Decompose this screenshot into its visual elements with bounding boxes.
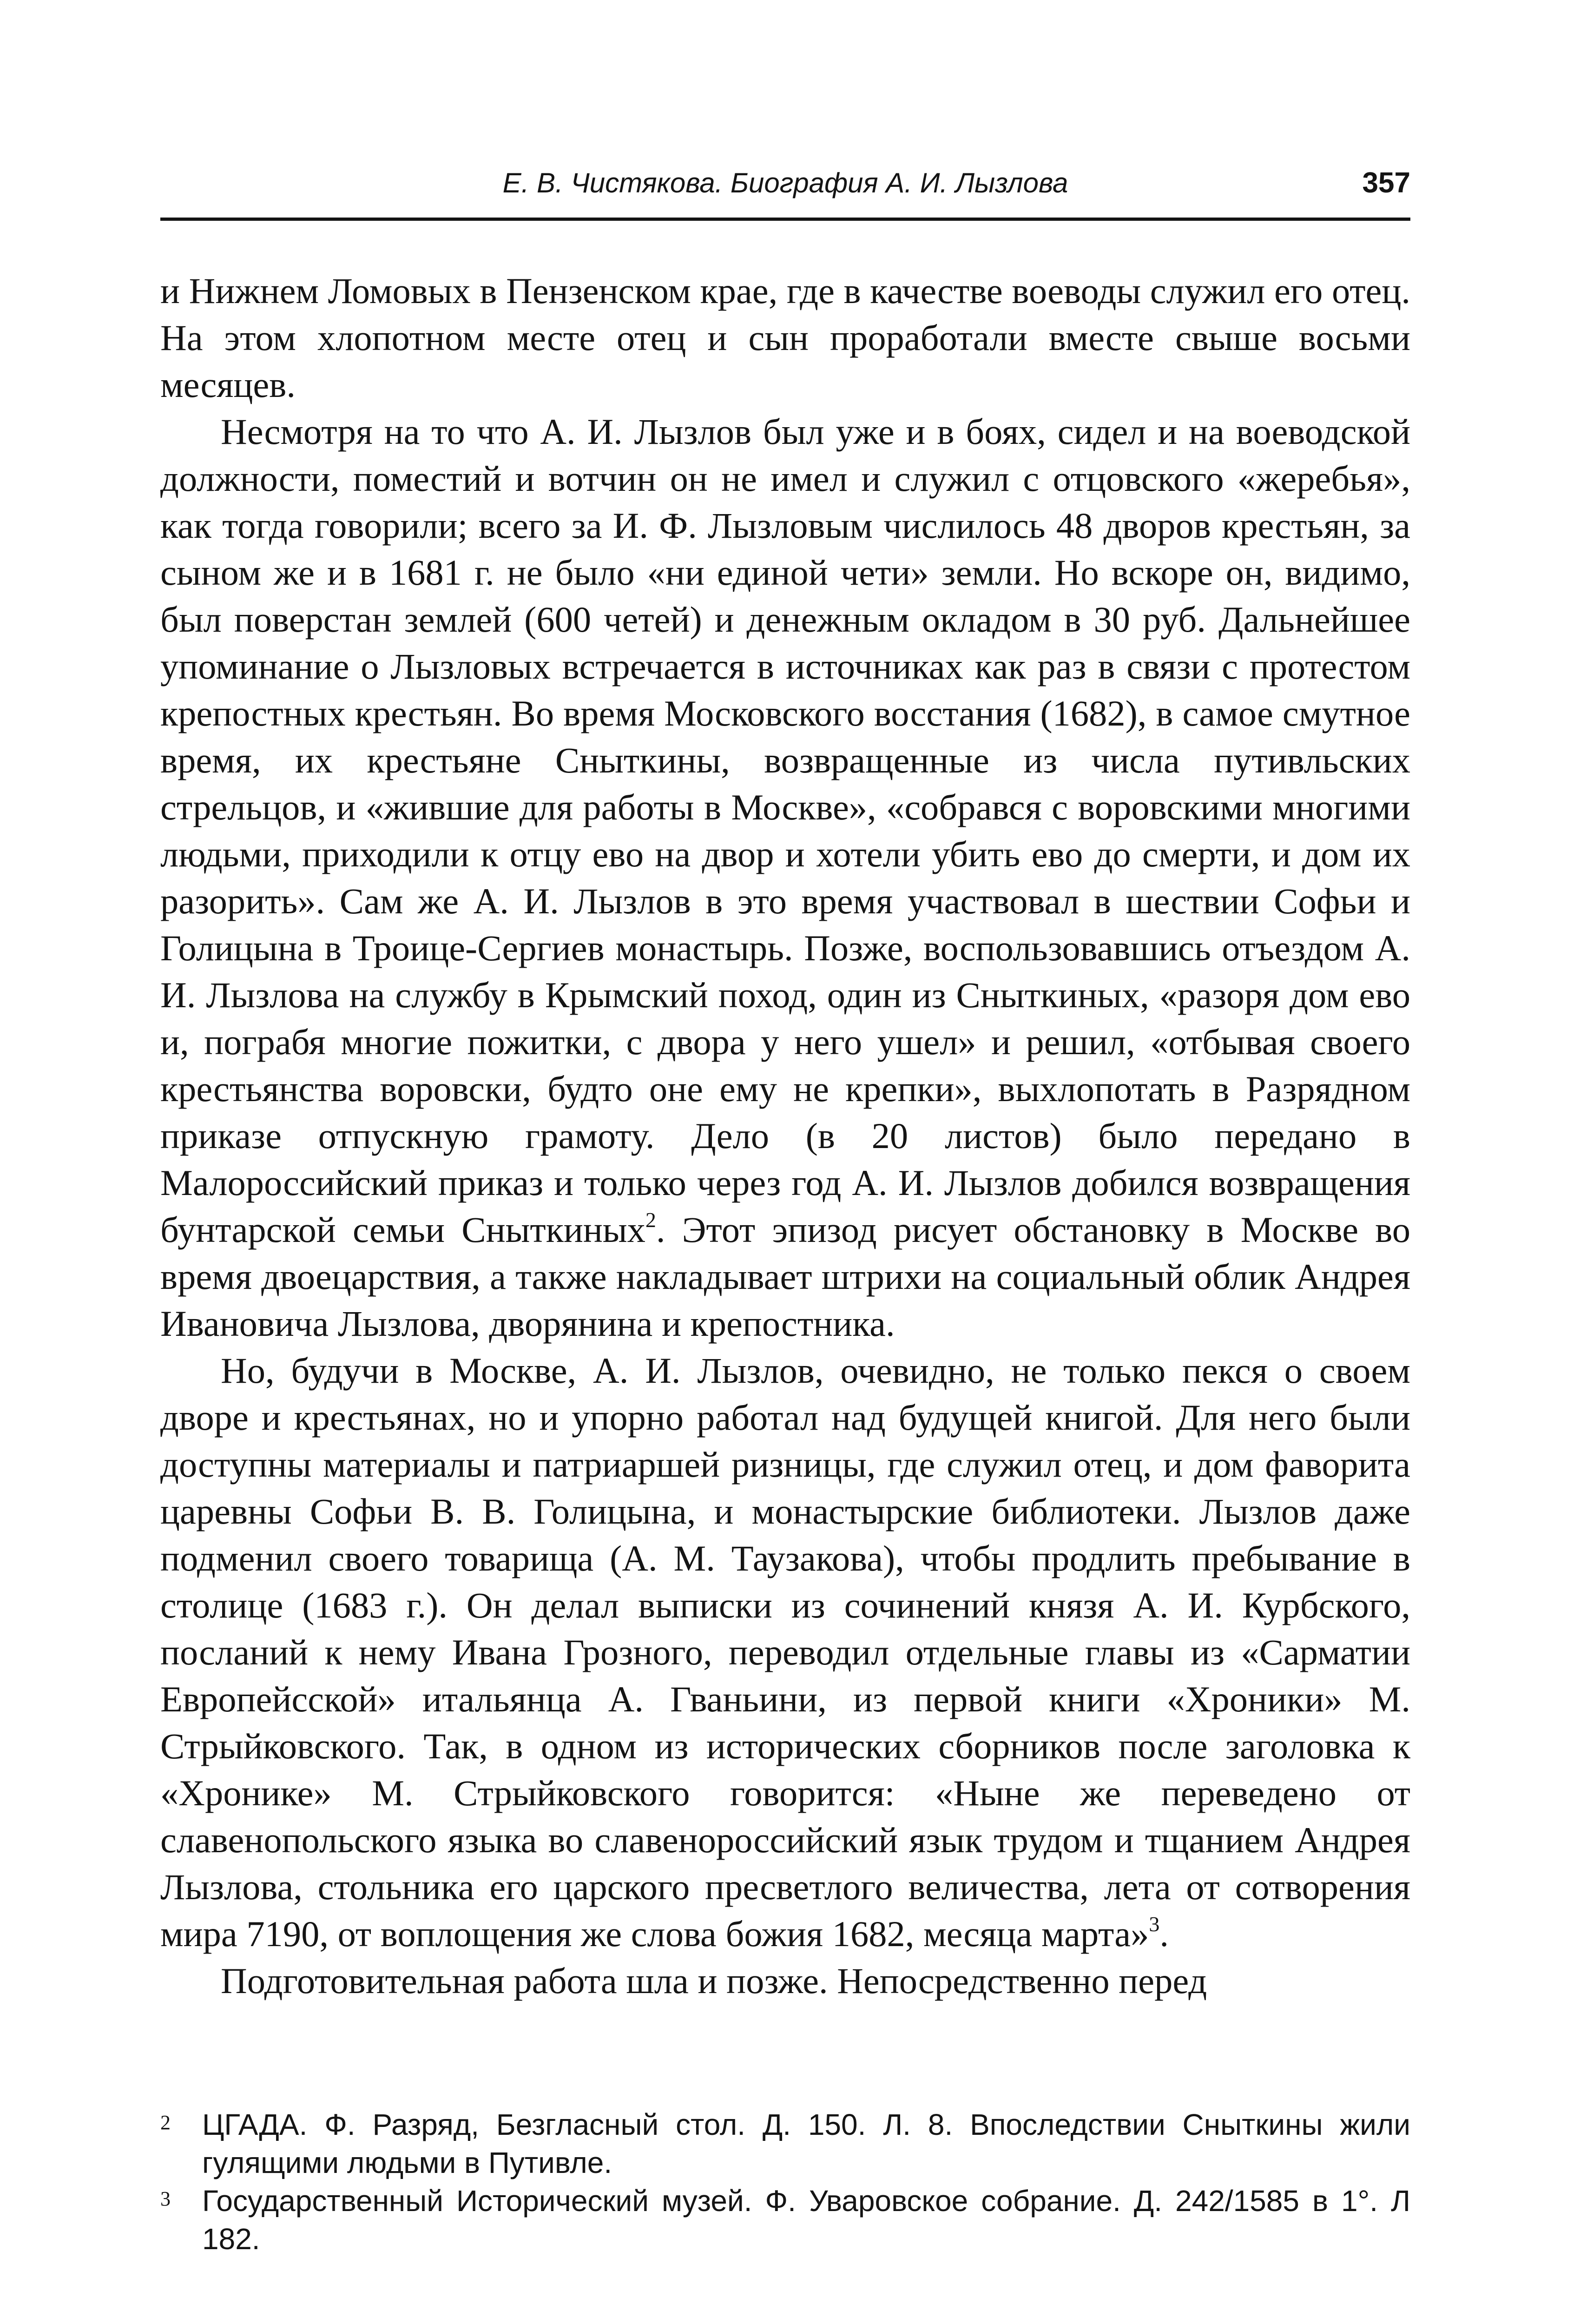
footnote-ref-2[interactable]: 2 [645, 1208, 656, 1232]
footnotes [160, 2106, 1410, 2258]
paragraph-2-text: Несмотря на то что А. И. Лызлов был уже и в боях, сидел и на воеводской должности, поместий и вотчин он не имел и служил с отцовского «жеребья», как тогда говорили; всего за И. Ф. Лызловым числилось 48 дворов крестьян, за сыном же и в 1681 г. не было «ни единой чети» земли. Но вскоре он, видимо, был поверстан землей (600 четей) и денежным окладом в 30 руб. Дальнейшее упоминание о Лызловых встречается в источниках как раз в связи с протестом крепостных крестьян. Во время Московского восстания (1682), в самое смутное время, их крестьяне Сныткины, возвращенные из числа путивльских стрельцов, и «жившие для работы в Москве», «собрався с воровскими многими людьми, приходили к отцу ево на двор и хотели убить ево до смерти, и дом их разорить». Сам же А. И. Лызлов в это время участвовал в шествии Софьи и Голицына в Троице-Сергиев монастырь. Позже, воспользовавшись отъездом А. И. Лызлова на службу в Крымский поход, один из Сныткиных, «разоря дом ево и, пограбя многие пожитки, с двора у него ушел» и решил, «отбывая своего крестьянства воровски, будто оне ему не крепки», выхлопотать в Разрядном приказе отпускную грамоту. Дело (в 20 листов) было передано в Малороссийский приказ и только через год А. И. Лызлов добился возвращения бунтарской семьи Сныткиных [160, 411, 1410, 1250]
footnote-3 [160, 2182, 1410, 2258]
footnote-text-2: ЦГАДА. Ф. Разряд, Безгласный стол. Д. 150. Л. 8. Впоследствии Сныткины жили гулящими людьми в Путивле. [202, 2108, 1410, 2179]
header-rule [160, 218, 1410, 221]
paragraph-2-text-cont: . Этот эпизод рисует обстановку в Москве во время двоецарствия, а также накладывает штрихи на социальный облик Андрея Ивановича Лызлова, дворянина и крепостника. [160, 1209, 1411, 1344]
paragraph-3 [160, 1347, 1410, 1957]
footnote-mark-2: 2 [160, 2111, 171, 2134]
paragraph-4-text: Подготовительная работа шла и позже. Непосредственно перед [221, 1961, 1207, 2001]
page-number: 357 [1362, 167, 1410, 199]
running-title: Е. В. Чистякова. Биография А. И. Лызлова [502, 167, 1068, 198]
paragraph-1-text: и Нижнем Ломовых в Пензенском крае, где в качестве воеводы служил его отец. На этом хлопотном месте отец и сын проработали вместе свыше восьми месяцев. [160, 271, 1411, 405]
main-text [160, 267, 1410, 2004]
paragraph-3-text-cont: . [1159, 1914, 1169, 1954]
paragraph-1 [160, 267, 1410, 408]
running-head [160, 164, 1410, 215]
footnote-2 [160, 2106, 1410, 2182]
paragraph-3-text: Но, будучи в Москве, А. И. Лызлов, очевидно, не только пекся о своем дворе и крестьянах, но и упорно работал над будущей книгой. Для него были доступны материалы и патриаршей ризницы, где служил отец, и дом фаворита царевны Софьи В. В. Голицына, и монастырские библиотеки. Лызлов даже подменил своего товарища (А. М. Таузакова), чтобы продлить пребывание в столице (1683 г.). Он делал выписки из сочинений князя А. И. Курбского, посланий к нему Ивана Грозного, переводил отдельные главы из «Сарматии Европейсской» итальянца А. Гваньини, из первой книги «Хроники» М. Стрыйковского. Так, в одном из исторических сборников после заголовка к «Хронике» М. Стрыйковского говорится: «Ныне же переведено от славенопольского языка во славенороссийский язык трудом и тщанием Андрея Лызлова, стольника его царского пресветлого величества, лета от сотворения мира 7190, от воплощения же слова божия 1682, месяца марта» [160, 1350, 1410, 1954]
footnote-ref-3[interactable]: 3 [1149, 1912, 1160, 1936]
footnote-text-3: Государственный Исторический музей. Ф. Уваровское собрание. Д. 242/1585 в 1°. Л 182. [202, 2184, 1410, 2256]
paragraph-4 [160, 1957, 1410, 2004]
footnote-mark-3: 3 [160, 2187, 171, 2210]
paragraph-2 [160, 408, 1410, 1347]
